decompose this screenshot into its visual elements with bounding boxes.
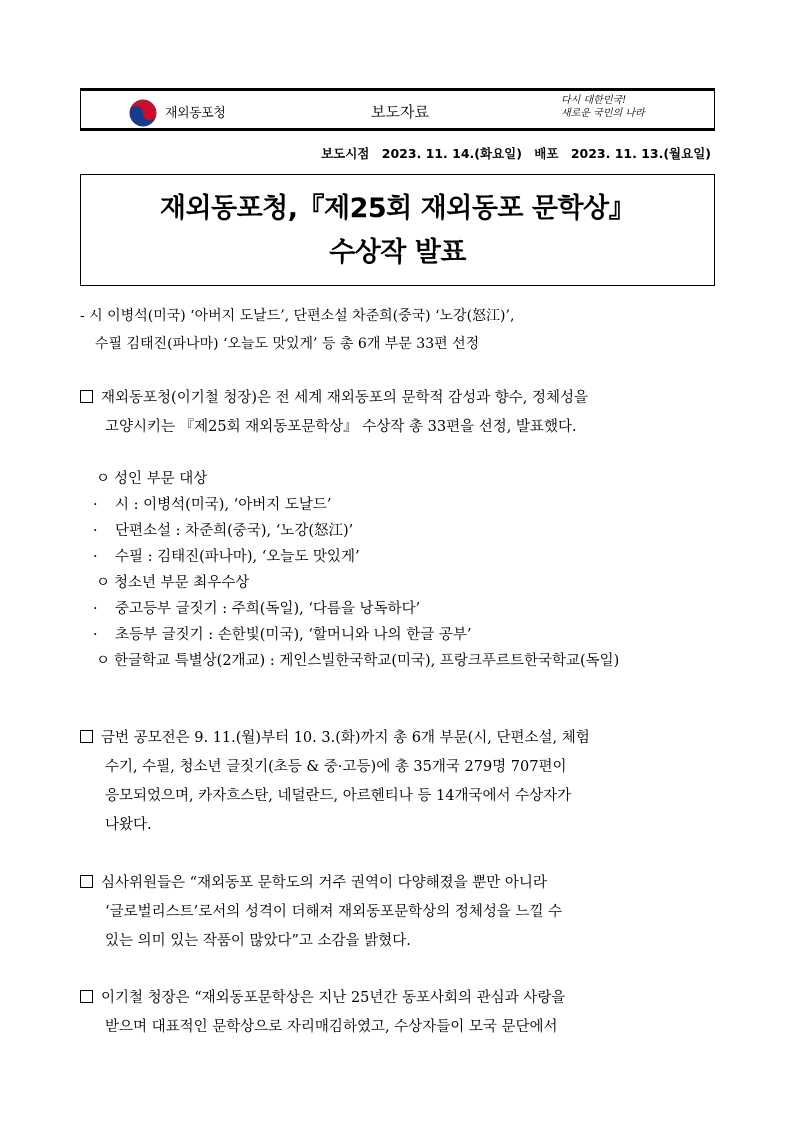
award-item (88, 492, 728, 518)
award-category (88, 466, 728, 492)
slogan (561, 94, 645, 120)
headline-box (80, 174, 715, 286)
award-text: 단편소설 : 차준희(중국), ‘노강(怒江)’ (115, 523, 354, 539)
paragraph-1 (80, 384, 720, 442)
subheadline (80, 302, 720, 358)
award-text: 시 : 이병석(미국), ‘아버지 도날드’ (115, 497, 332, 513)
release-label: 보도시점 (321, 146, 370, 161)
distribution-label: 배포 (534, 146, 559, 161)
award-text: 중고등부 글짓기 : 주희(독일), ‘다름을 낭독하다’ (115, 601, 421, 617)
dateline (321, 144, 711, 162)
checkbox-bullet-icon (80, 875, 93, 888)
dot-bullet-icon: · (93, 523, 98, 539)
award-text: 초등부 글짓기 : 손한빛(미국), ‘할머니와 나의 한글 공부’ (115, 627, 472, 643)
awards-list (88, 466, 728, 674)
paragraph-4-line-1: 이기철 청장은 “재외동포문학상은 지난 25년간 동포사회의 관심과 사랑을 (101, 990, 566, 1006)
paragraph-3-line-2: ‘글로벌리스트’로서의 성격이 더해져 재외동포문학상의 정체성을 느낄 수 (105, 904, 563, 920)
release-date: 2023. 11. 14.(화요일) (381, 146, 522, 161)
paragraph-4 (80, 984, 720, 1042)
paragraph-2-line-1: 금번 공모전은 9. 11.(월)부터 10. 3.(화)까지 총 6개 부문(시, 단편소설, 체험 (101, 730, 590, 746)
headline-line-2: 수상작 발표 (329, 237, 466, 268)
award-category (88, 648, 728, 674)
award-item (88, 518, 728, 544)
paragraph-1-line-1: 재외동포청(이기철 청장)은 전 세계 재외동포의 문학적 감성과 향수, 정체성을 (101, 390, 589, 406)
award-text: 성인 부문 대상 (114, 471, 208, 487)
agency-name: 재외동포청 (165, 106, 226, 121)
paragraph-3-line-1: 심사위원들은 “재외동포 문학도의 거주 권역이 다양해졌을 뿐만 아니라 (101, 875, 547, 891)
checkbox-bullet-icon (80, 730, 93, 743)
circle-bullet-icon: ㅇ (96, 471, 111, 487)
paragraph-2 (80, 724, 720, 840)
checkbox-bullet-icon (80, 390, 93, 403)
award-text: 한글학교 특별상(2개교) : 게인스빌한국학교(미국), 프랑크푸르트한국학교(독일) (114, 653, 620, 669)
paragraph-2-line-3: 응모되었으며, 카자흐스탄, 네덜란드, 아르헨티나 등 14개국에서 수상자가 (105, 788, 572, 804)
headline-line-1: 재외동포청,『제25회 재외동포 문학상』 (159, 193, 636, 224)
checkbox-bullet-icon (80, 990, 93, 1003)
agency-logo-icon (127, 97, 159, 129)
distribution-date: 2023. 11. 13.(월요일) (570, 146, 711, 161)
paragraph-2-line-4: 나왔다. (105, 817, 152, 833)
press-release-header (80, 88, 715, 131)
award-text: 수필 : 김태진(파나마), ‘오늘도 맛있게’ (115, 549, 360, 565)
dot-bullet-icon: · (93, 549, 98, 565)
paragraph-1-line-2: 고양시키는 『제25회 재외동포문학상』 수상작 총 33편을 선정, 발표했다. (105, 419, 577, 435)
slogan-line-1: 다시 대한민국! (561, 95, 627, 106)
paragraph-3 (80, 869, 720, 956)
dot-bullet-icon: · (93, 627, 98, 643)
award-item (88, 544, 728, 570)
subheadline-line-1: - 시 이병석(미국) ‘아버지 도날드’, 단편소설 차준희(중국) ‘노강(怒江)’, (80, 308, 515, 324)
award-text: 청소년 부문 최우수상 (114, 575, 250, 591)
paragraph-2-line-2: 수기, 수필, 청소년 글짓기(초등 & 중·고등)에 총 35개국 279명 707편이 (105, 759, 567, 775)
slogan-line-2: 새로운 국민의 나라 (561, 108, 645, 119)
subheadline-line-2: 수필 김태진(파나마) ‘오늘도 맛있게’ 등 총 6개 부문 33편 선정 (95, 336, 480, 352)
award-item (88, 596, 728, 622)
paragraph-4-line-2: 받으며 대표적인 문학상으로 자리매김하였고, 수상자들이 모국 문단에서 (105, 1019, 558, 1035)
doc-type-label: 보도자료 (371, 103, 429, 121)
dot-bullet-icon: · (93, 601, 98, 617)
award-item (88, 622, 728, 648)
circle-bullet-icon: ㅇ (96, 653, 111, 669)
paragraph-3-line-3: 있는 의미 있는 작품이 많았다”고 소감을 밝혔다. (105, 933, 411, 949)
dot-bullet-icon: · (93, 497, 98, 513)
award-category (88, 570, 728, 596)
circle-bullet-icon: ㅇ (96, 575, 111, 591)
